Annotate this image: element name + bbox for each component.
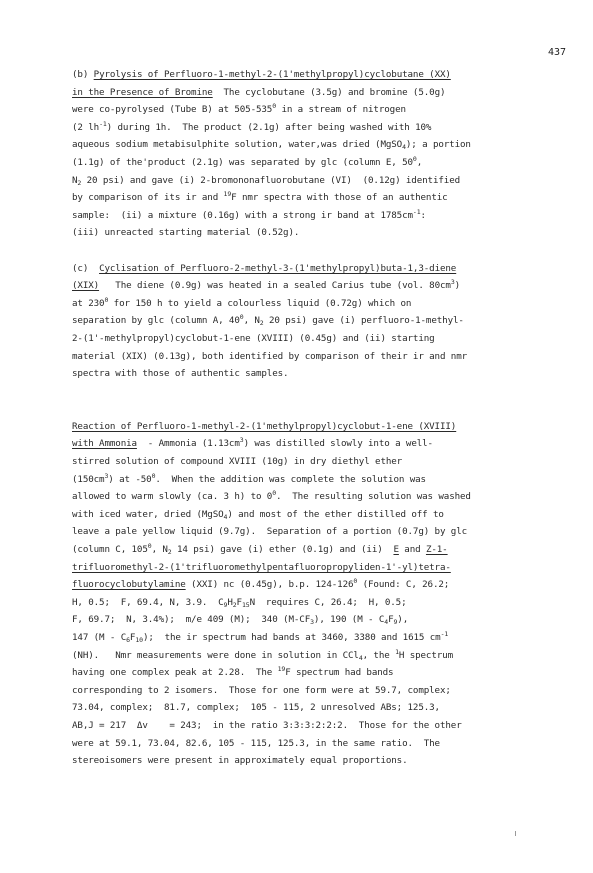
text-line: H, 0.5; F, 69.4, N, 3.9. $C_9H_2F_{15}N$ requires C, 26.4; H, 0.5; — [72, 596, 407, 609]
text-line: 147 $(M - C_6F_{10})$; the ir spectrum had bands at 3460, 3380 and 1615 $cm^{-1}$ — [72, 630, 449, 644]
text-line: (XIX) The diene (0.9g) was heated in a sealed Carius tube (vol. $80cm^3$) — [72, 278, 461, 292]
body-text — [72, 66, 512, 770]
text-line: (column C, $105^0$, $N_2$ 14 psi) gave (i) ether (0.1g) and (ii) E and Z-1- — [72, 542, 448, 557]
text-line: with Ammonia - Ammonia $(1.13cm^3)$ was distilled slowly into a well- — [72, 436, 433, 450]
text-line: $(150cm^3)$ at $-50^0$. When the addition was complete the solution was — [72, 471, 426, 485]
text-line: allowed to warm slowly (ca. 3 h) to $0^0$. The resulting solution was washed — [72, 489, 471, 503]
text-line: aqueous sodium metabisulphite solution, water,was dried (MgSO$_4$); a portion — [72, 139, 471, 152]
text-line: (c) Cyclisation of Perfluoro-2-methyl-3-(1'methylpropyl)buta-1,3-diene — [72, 262, 457, 274]
text-line: leave a pale yellow liquid (9.7g). Separation of a portion (0.7g) by glc — [72, 526, 468, 538]
text-line: AB,J = 217 Δv = 243; in the ratio 3:3:3:2:2:2. Those for the other — [72, 719, 462, 731]
text-line: sample: (ii) a mixture (0.16g) with a strong ir band at $1785cm^{-1}$: — [72, 207, 426, 221]
text-line: (1.1g) of the'product (2.1g) was separated by glc (column E, $50^0$, — [72, 154, 423, 168]
text-line: were at 59.1, 73.04, 82.6, 105 - 115, 125.3, in the same ratio. The — [72, 737, 440, 749]
text-line — [72, 383, 512, 401]
text-line: stereoisomers were present in approximately equal proportions. — [72, 755, 408, 767]
text-line: spectra with those of authentic samples. — [72, 368, 289, 380]
text-line: (iii) unreacted starting material (0.52g). — [72, 227, 300, 239]
text-line: material (XIX) (0.13g), both identified by comparison of their ir and nmr — [72, 350, 468, 362]
text-line: were co-pyrolysed (Tube B) at $505-535^0$ in a stream of nitrogen — [72, 102, 406, 116]
scan-mark — [515, 831, 516, 836]
text-line: (b) Pyrolysis of Perfluoro-1-methyl-2-(1'methylpropyl)cyclobutane (XX) — [72, 69, 451, 80]
text-line: F, 69.7; N, 3.4%); m/e 409 (M); 340 $(M-CF_3)$, 190 $(M - C_4F_9)$, — [72, 614, 409, 627]
text-line: in the Presence of Bromine The cyclobutane (3.5g) and bromine (5.0g) — [72, 86, 446, 98]
text-line: separation by glc (column A, $40^0$, $N_2$ 20 psi) gave (i) perfluoro-1-methyl- — [72, 313, 464, 328]
text-line: stirred solution of compound XVIII (10g) in dry diethyl ether — [72, 456, 403, 468]
text-line: $N_2$ 20 psi) and gave (i) 2-bromononafluorobutane (VI) (0.12g) identified — [72, 174, 461, 187]
text-line: by comparison of its ir and $^{19}$F nmr spectra with those of an authentic — [72, 190, 448, 204]
text-line: corresponding to 2 isomers. Those for one form were at 59.7, complex; — [72, 684, 451, 696]
text-line: having one complex peak at 2.28. The $^{19}$F spectrum had bands — [72, 665, 394, 679]
text-line: Reaction of Perfluoro-1-methyl-2-(1'methylpropyl)cyclobut-1-ene (XVIII) — [72, 420, 457, 432]
text-line: trifluoromethyl-2-(1'trifluoromethylpentafluoropropyliden-1'-yl)tetra- — [72, 561, 451, 573]
page-number: 437 — [548, 47, 567, 58]
text-line: at $230^0$ for 150 h to yield a colourless liquid (0.72g) which on — [72, 295, 412, 309]
text-line: (NH). Nmr measurements were done in solution in CCl$_4$, the $^1$H spectrum — [72, 647, 453, 662]
text-line — [72, 400, 512, 418]
text-line: 73.04, complex; 81.7, complex; 105 - 115, 2 unresolved ABs; 125.3, — [72, 702, 440, 714]
text-line: 2-(1'-methylpropyl)cyclobut-1-ene (XVIII) (0.45g) and (ii) starting — [72, 332, 435, 344]
text-line: with iced water, dried (MgSO$_4$) and most of the ether distilled off to — [72, 508, 444, 521]
text-line: fluorocyclobutylamine (XXI) nc (0.45g), b.p. $124-126^0$ (Found: C, 26.2; — [72, 577, 450, 591]
text-line: (2 $lh^{-1}$) during 1h. The product (2.1g) after being washed with 10% — [72, 119, 432, 133]
text-line — [72, 242, 512, 260]
